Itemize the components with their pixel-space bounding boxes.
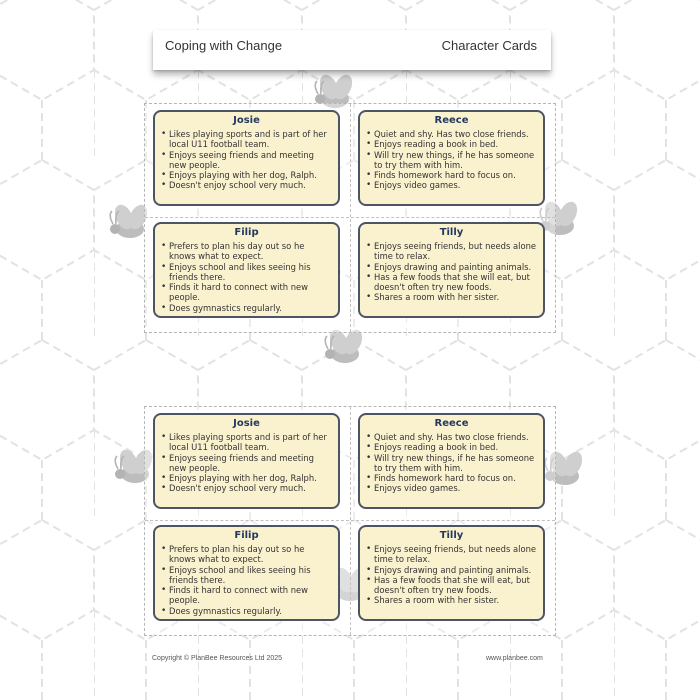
trait-item: • Will try new things, if he has someone to try them with him. — [366, 453, 537, 474]
trait-item: • Quiet and shy. Has two close friends. — [366, 129, 537, 139]
trait-list — [366, 241, 537, 303]
trait-item: • Enjoys seeing friends, but needs alone time to relax. — [366, 241, 537, 262]
trait-item: • Doesn't enjoy school very much. — [161, 180, 332, 190]
trait-item: • Enjoys school and likes seeing his friends there. — [161, 262, 332, 283]
trait-item: • Finds it hard to connect with new people. — [161, 282, 332, 303]
trait-item: • Likes playing sports and is part of her local U11 football team. — [161, 432, 332, 453]
trait-list — [161, 241, 332, 313]
trait-item: • Enjoys seeing friends and meeting new people. — [161, 453, 332, 474]
page-subtitle: Character Cards — [441, 38, 537, 53]
card-sheet — [144, 406, 556, 636]
trait-item: • Prefers to plan his day out so he knows what to expect. — [161, 241, 332, 262]
trait-list — [161, 544, 332, 616]
trait-list — [161, 129, 332, 191]
trait-item: • Finds homework hard to focus on. — [366, 473, 537, 483]
trait-item: • Finds homework hard to focus on. — [366, 170, 537, 180]
trait-item: • Enjoys playing with her dog, Ralph. — [161, 170, 332, 180]
trait-item: • Enjoys reading a book in bed. — [366, 442, 537, 452]
trait-item: • Enjoys drawing and painting animals. — [366, 262, 537, 272]
character-name: Josie — [233, 418, 260, 429]
header-banner — [153, 30, 551, 70]
trait-item: • Enjoys reading a book in bed. — [366, 139, 537, 149]
trait-item: • Enjoys seeing friends and meeting new people. — [161, 150, 332, 171]
trait-item: • Does gymnastics regularly. — [161, 303, 332, 313]
trait-item: • Enjoys playing with her dog, Ralph. — [161, 473, 332, 483]
trait-item: • Enjoys video games. — [366, 483, 537, 493]
trait-item: • Prefers to plan his day out so he knows what to expect. — [161, 544, 332, 565]
character-card-reece — [358, 110, 545, 206]
character-name: Reece — [434, 418, 469, 429]
character-name: Filip — [234, 530, 259, 541]
trait-item: • Has a few foods that she will eat, but doesn't often try new foods. — [366, 575, 537, 596]
trait-item: • Likes playing sports and is part of her local U11 football team. — [161, 129, 332, 150]
trait-list — [161, 432, 332, 494]
trait-item: • Shares a room with her sister. — [366, 595, 537, 605]
trait-item: • Enjoys school and likes seeing his friends there. — [161, 565, 332, 586]
trait-list — [366, 544, 537, 606]
character-card-josie — [153, 110, 340, 206]
trait-item: • Has a few foods that she will eat, but doesn't often try new foods. — [366, 272, 537, 293]
trait-item: • Finds it hard to connect with new people. — [161, 585, 332, 606]
trait-item: • Does gymnastics regularly. — [161, 606, 332, 616]
character-name: Tilly — [439, 530, 464, 541]
trait-item: • Enjoys seeing friends, but needs alone time to relax. — [366, 544, 537, 565]
character-card-josie — [153, 413, 340, 509]
footer-url[interactable]: www.planbee.com — [486, 655, 543, 662]
trait-list — [366, 432, 537, 494]
cut-line-vertical — [350, 104, 351, 332]
character-card-reece — [358, 413, 545, 509]
character-card-tilly — [358, 222, 545, 318]
trait-list — [366, 129, 537, 191]
trait-item: • Doesn't enjoy school very much. — [161, 483, 332, 493]
character-card-tilly — [358, 525, 545, 621]
character-name: Josie — [233, 115, 260, 126]
character-name: Tilly — [439, 227, 464, 238]
trait-item: • Enjoys drawing and painting animals. — [366, 565, 537, 575]
character-name: Filip — [234, 227, 259, 238]
trait-item: • Shares a room with her sister. — [366, 292, 537, 302]
cut-line-vertical — [350, 407, 351, 635]
trait-item: • Will try new things, if he has someone to try them with him. — [366, 150, 537, 171]
footer-copyright: Copyright © PlanBee Resources Ltd 2025 — [152, 655, 283, 662]
character-name: Reece — [434, 115, 469, 126]
character-card-filip — [153, 525, 340, 621]
page-title: Coping with Change — [165, 38, 283, 53]
trait-item: • Quiet and shy. Has two close friends. — [366, 432, 537, 442]
trait-item: • Enjoys video games. — [366, 180, 537, 190]
card-sheet — [144, 103, 556, 333]
character-card-filip — [153, 222, 340, 318]
